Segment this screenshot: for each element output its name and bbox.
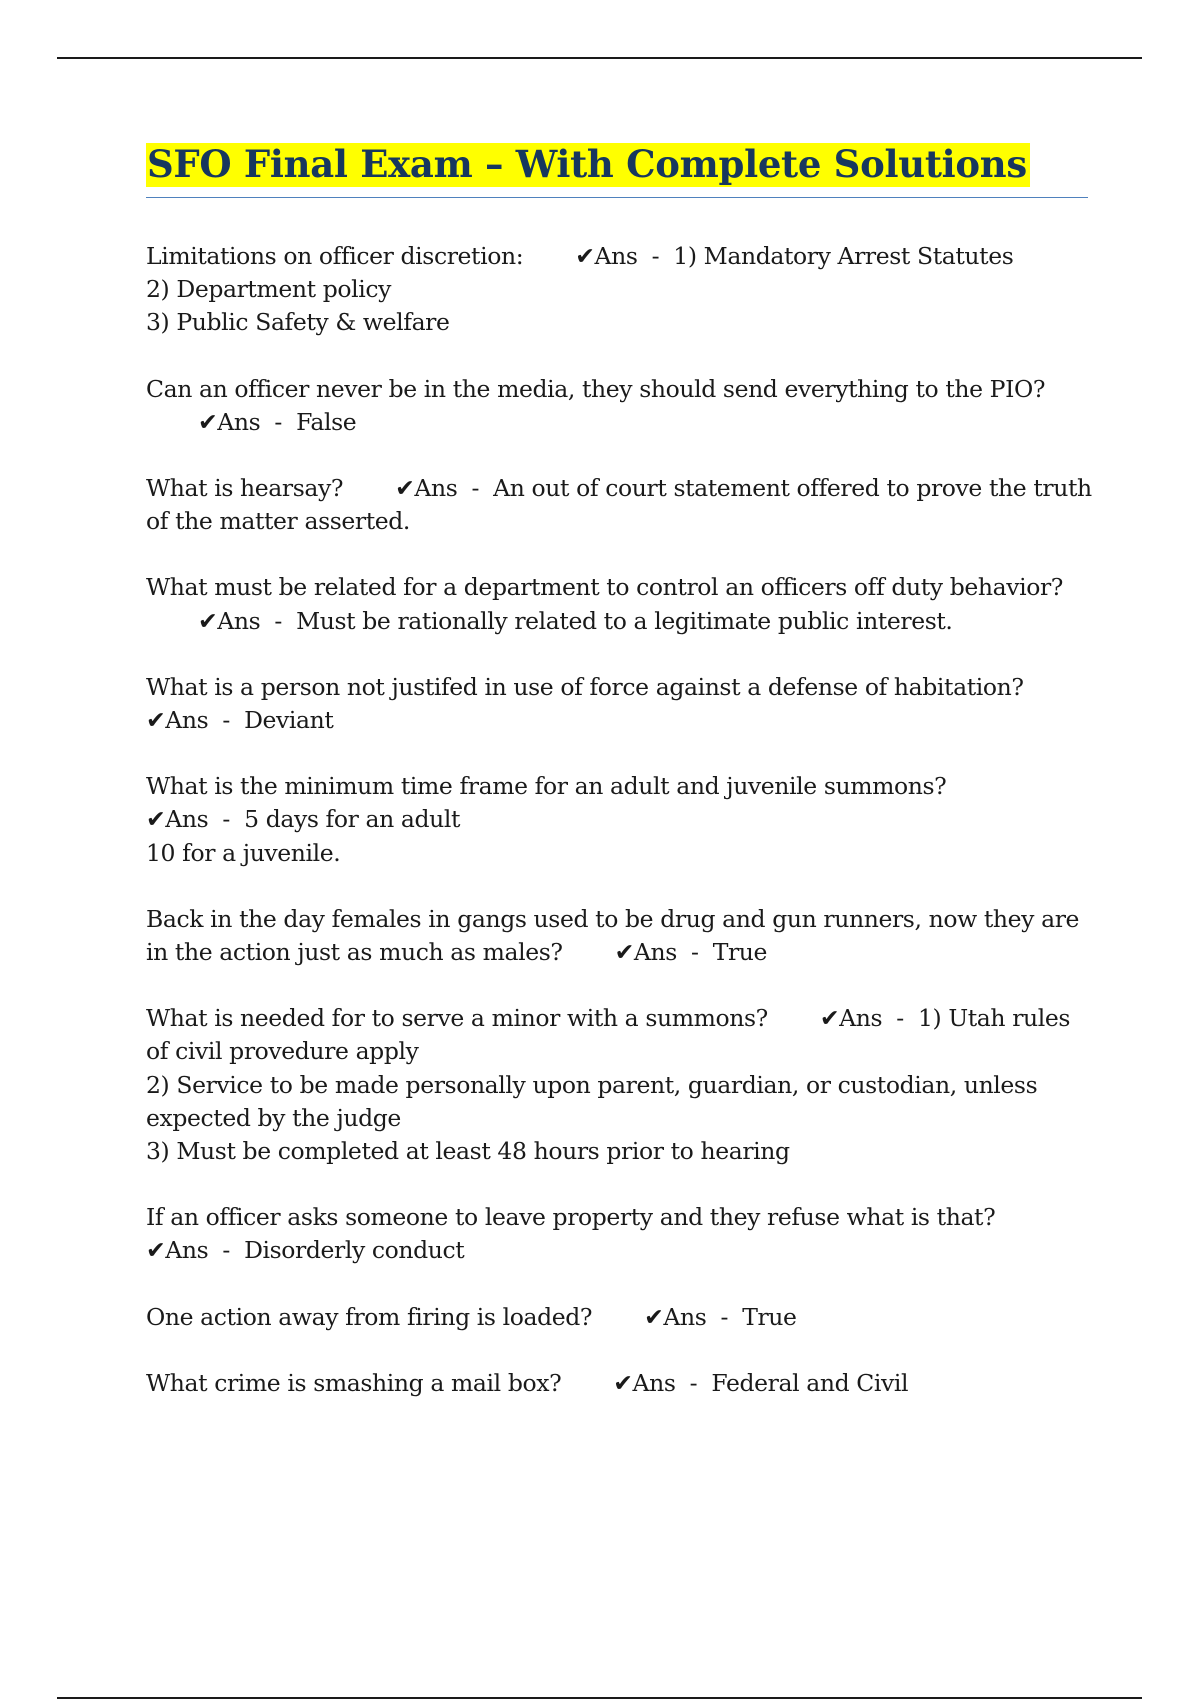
qa-item <box>146 373 1096 439</box>
answer-check-marker: ✔Ans - <box>198 407 297 436</box>
answer-text: Must be rationally related to a legitimate public interest. <box>296 606 953 635</box>
question-text: Back in the day females in gangs used to be drug and gun runners, now they are in the action just as much as males? <box>146 904 1080 967</box>
qa-item <box>146 1201 1096 1267</box>
qa-first-paragraph <box>146 1201 1096 1267</box>
answer-check-marker: ✔Ans - <box>614 938 713 967</box>
qa-item <box>146 472 1096 538</box>
answer-line: 2) Department policy <box>146 275 391 304</box>
question-text: What crime is smashing a mail box? <box>146 1368 562 1397</box>
qa-first-paragraph <box>146 1367 1096 1400</box>
document-title: SFO Final Exam – With Complete Solutions <box>146 143 1030 187</box>
question-text: One action away from firing is loaded? <box>146 1302 593 1331</box>
answer-check-marker: ✔Ans - <box>395 474 494 503</box>
answer-check-marker: ✔Ans - <box>146 1236 245 1265</box>
qa-item <box>146 903 1096 969</box>
answer-text: 1) Mandatory Arrest Statutes <box>673 242 1014 270</box>
answer-text: False <box>296 407 357 436</box>
question-text: Can an officer never be in the media, they should send everything to the PIO? <box>146 374 1046 403</box>
question-text: Limitations on officer discretion: <box>146 242 524 270</box>
answer-text: True <box>742 1302 797 1331</box>
answer-text: True <box>712 938 768 967</box>
qa-first-paragraph <box>146 373 1096 439</box>
footer-rule <box>57 1697 1142 1699</box>
qa-list <box>146 240 1096 1433</box>
qa-item <box>146 671 1096 737</box>
question-text: What is hearsay? <box>146 474 344 503</box>
answer-text: Federal and Civil <box>711 1368 909 1397</box>
qa-first-paragraph <box>146 770 1096 836</box>
question-text: What is a person not justifed in use of force against a defense of habitation? <box>146 672 1024 701</box>
answer-text: An out of court statement offered to prove the truth of the matter asserted. <box>146 474 1092 536</box>
question-text: What is needed for to serve a minor with a summons? <box>146 1004 768 1033</box>
qa-first-paragraph <box>146 671 1096 737</box>
answer-check-marker: ✔Ans - <box>613 1368 712 1397</box>
question-text: What must be related for a department to control an officers off duty behavior? <box>146 573 1063 602</box>
header-rule <box>57 57 1142 59</box>
qa-first-paragraph <box>146 1002 1096 1068</box>
answer-check-marker: ✔Ans - <box>575 242 674 270</box>
qa-item <box>146 1301 1096 1334</box>
qa-first-paragraph <box>146 571 1096 637</box>
qa-item <box>146 240 1096 340</box>
answer-check-marker: ✔Ans - <box>146 706 245 735</box>
qa-item <box>146 571 1096 637</box>
answer-check-marker: ✔Ans - <box>819 1004 918 1033</box>
answer-check-marker: ✔Ans - <box>644 1302 743 1331</box>
qa-item <box>146 770 1096 870</box>
qa-first-paragraph <box>146 1301 1096 1334</box>
qa-item <box>146 1002 1096 1168</box>
answer-text: 5 days for an adult <box>244 805 461 834</box>
answer-text: Disorderly conduct <box>244 1236 465 1265</box>
answer-text: 1) Utah rules of civil provedure apply <box>146 1004 1071 1066</box>
answer-check-marker: ✔Ans - <box>198 606 297 635</box>
qa-item <box>146 1367 1096 1400</box>
answer-check-marker: ✔Ans - <box>146 805 245 834</box>
qa-first-paragraph <box>146 472 1096 538</box>
answer-line: 10 for a juvenile. <box>146 838 341 867</box>
qa-first-paragraph <box>146 240 1096 273</box>
question-text: If an officer asks someone to leave property and they refuse what is that? <box>146 1203 996 1232</box>
answer-line: 3) Public Safety & welfare <box>146 308 450 337</box>
answer-line: 3) Must be completed at least 48 hours prior to hearing <box>146 1137 790 1166</box>
title-block <box>146 143 1088 198</box>
qa-first-paragraph <box>146 903 1096 969</box>
answer-line: 2) Service to be made personally upon parent, guardian, or custodian, unless expected by the judge <box>146 1070 1038 1132</box>
answer-text: Deviant <box>244 706 334 735</box>
question-text: What is the minimum time frame for an adult and juvenile summons? <box>146 772 947 801</box>
